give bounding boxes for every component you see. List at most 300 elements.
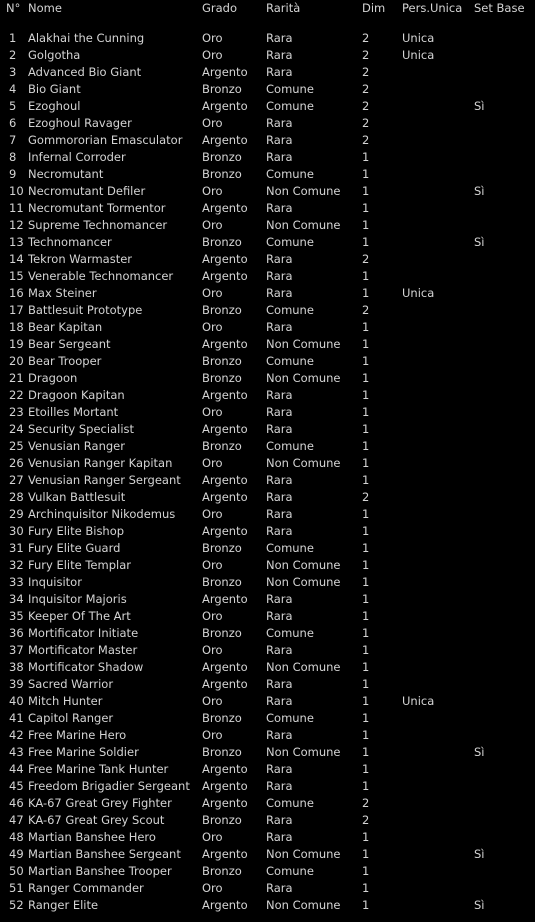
cell-num: 35 [9, 609, 24, 623]
cell-rarita: Rara [266, 762, 293, 776]
cell-rarita: Rara [266, 473, 293, 487]
cell-num: 18 [9, 320, 24, 334]
cell-dim: 1 [362, 371, 370, 385]
cell-grado: Bronzo [202, 150, 242, 164]
cell-rarita: Rara [266, 813, 293, 827]
cell-dim: 1 [362, 898, 370, 912]
cell-rarita: Rara [266, 490, 293, 504]
cell-set-base [474, 829, 535, 846]
cell-rarita: Rara [266, 779, 293, 793]
cell-set-base [474, 574, 535, 591]
cell-grado: Argento [202, 779, 248, 793]
cell-nome: Venerable Technomancer [28, 269, 174, 283]
cell-pers-unica [402, 574, 474, 591]
cell-pers-unica [402, 217, 474, 234]
cell-grado: Argento [202, 898, 248, 912]
cell-nome: Free Marine Hero [28, 728, 127, 742]
cell-num: 3 [9, 65, 17, 79]
cell-nome: Dragoon Kapitan [28, 388, 125, 402]
cell-nome: Keeper Of The Art [28, 609, 131, 623]
table-row [0, 727, 535, 744]
cell-rarita: Comune [266, 711, 314, 725]
cell-pers-unica: Unica [402, 286, 435, 300]
cell-dim: 2 [362, 99, 370, 113]
cell-set-base [474, 319, 535, 336]
cell-grado: Oro [202, 643, 223, 657]
cell-set-base: Sì [474, 235, 485, 249]
cell-num: 40 [9, 694, 24, 708]
cell-nome: Mitch Hunter [28, 694, 103, 708]
cell-grado: Argento [202, 796, 248, 810]
cell-pers-unica [402, 302, 474, 319]
cell-num: 23 [9, 405, 24, 419]
cell-grado: Bronzo [202, 235, 242, 249]
cell-dim: 1 [362, 150, 370, 164]
cell-nome: Sacred Warrior [28, 677, 114, 691]
cell-pers-unica [402, 625, 474, 642]
cell-pers-unica [402, 132, 474, 149]
cell-pers-unica [402, 370, 474, 387]
cell-dim: 1 [362, 507, 370, 521]
cell-rarita: Comune [266, 82, 314, 96]
cell-rarita: Comune [266, 235, 314, 249]
table-row [0, 319, 535, 336]
table-row [0, 353, 535, 370]
cell-dim: 2 [362, 82, 370, 96]
cell-dim: 2 [362, 31, 370, 45]
cell-set-base [474, 540, 535, 557]
cell-rarita: Non Comune [266, 337, 341, 351]
cell-grado: Bronzo [202, 371, 242, 385]
cell-pers-unica [402, 744, 474, 761]
cell-dim: 2 [362, 252, 370, 266]
cell-nome: Dragoon [28, 371, 78, 385]
cell-grado: Oro [202, 31, 223, 45]
cell-num: 38 [9, 660, 24, 674]
cell-grado: Argento [202, 422, 248, 436]
cell-num: 7 [9, 133, 17, 147]
cell-nome: Advanced Bio Giant [28, 65, 142, 79]
cell-rarita: Rara [266, 405, 293, 419]
table-row [0, 268, 535, 285]
cell-dim: 1 [362, 745, 370, 759]
cell-dim: 1 [362, 405, 370, 419]
cell-pers-unica [402, 540, 474, 557]
header-pers-unica: Pers.Unica [402, 1, 463, 15]
cell-num: 24 [9, 422, 24, 436]
table-row [0, 30, 535, 47]
cell-dim: 2 [362, 48, 370, 62]
cell-set-base [474, 880, 535, 897]
table-row [0, 98, 535, 115]
cell-grado: Bronzo [202, 745, 242, 759]
cell-grado: Argento [202, 762, 248, 776]
cell-pers-unica [402, 676, 474, 693]
cell-dim: 1 [362, 337, 370, 351]
table-row [0, 625, 535, 642]
cell-rarita: Non Comune [266, 371, 341, 385]
cell-rarita: Non Comune [266, 898, 341, 912]
cell-nome: KA-67 Great Grey Scout [28, 813, 165, 827]
cell-nome: Mortificator Initiate [28, 626, 139, 640]
cell-dim: 1 [362, 609, 370, 623]
table-row [0, 829, 535, 846]
cell-pers-unica [402, 98, 474, 115]
cell-pers-unica [402, 795, 474, 812]
cell-pers-unica [402, 387, 474, 404]
cell-rarita: Rara [266, 269, 293, 283]
cell-grado: Oro [202, 507, 223, 521]
cell-dim: 1 [362, 320, 370, 334]
cell-set-base [474, 404, 535, 421]
cell-set-base [474, 81, 535, 98]
cell-set-base [474, 268, 535, 285]
cell-set-base [474, 761, 535, 778]
table-row [0, 200, 535, 217]
cell-dim: 1 [362, 694, 370, 708]
table-row [0, 795, 535, 812]
cell-set-base [474, 438, 535, 455]
cell-dim: 1 [362, 864, 370, 878]
cell-dim: 1 [362, 167, 370, 181]
cell-grado: Oro [202, 694, 223, 708]
table-row [0, 149, 535, 166]
cell-dim: 1 [362, 218, 370, 232]
cell-set-base [474, 302, 535, 319]
cell-pers-unica [402, 608, 474, 625]
cell-num: 31 [9, 541, 24, 555]
table-row [0, 387, 535, 404]
cell-nome: Venusian Ranger Sergeant [28, 473, 181, 487]
cell-pers-unica [402, 183, 474, 200]
cell-nome: Bio Giant [28, 82, 81, 96]
cell-dim: 1 [362, 643, 370, 657]
cell-set-base [474, 370, 535, 387]
cell-set-base [474, 30, 535, 47]
table-row [0, 863, 535, 880]
cell-dim: 1 [362, 422, 370, 436]
cell-rarita: Rara [266, 65, 293, 79]
cell-dim: 1 [362, 779, 370, 793]
cell-dim: 1 [362, 541, 370, 555]
cell-set-base [474, 693, 535, 710]
cell-set-base [474, 778, 535, 795]
cell-nome: Archinquisitor Nikodemus [28, 507, 176, 521]
cell-dim: 2 [362, 303, 370, 317]
cell-set-base [474, 863, 535, 880]
cell-set-base [474, 115, 535, 132]
cell-nome: Venusian Ranger Kapitan [28, 456, 173, 470]
cell-grado: Argento [202, 65, 248, 79]
cell-set-base [474, 353, 535, 370]
cell-grado: Oro [202, 320, 223, 334]
cell-set-base [474, 64, 535, 81]
cell-num: 26 [9, 456, 24, 470]
cell-set-base [474, 387, 535, 404]
cell-rarita: Non Comune [266, 745, 341, 759]
cell-rarita: Rara [266, 694, 293, 708]
cell-set-base [474, 710, 535, 727]
cell-grado: Argento [202, 490, 248, 504]
cell-rarita: Comune [266, 354, 314, 368]
cell-dim: 2 [362, 116, 370, 130]
table-row [0, 132, 535, 149]
cell-num: 45 [9, 779, 24, 793]
cell-dim: 1 [362, 711, 370, 725]
cell-grado: Argento [202, 660, 248, 674]
cell-pers-unica [402, 591, 474, 608]
cell-rarita: Comune [266, 303, 314, 317]
cell-nome: Security Specialist [28, 422, 135, 436]
cell-grado: Argento [202, 337, 248, 351]
cell-dim: 1 [362, 728, 370, 742]
cell-pers-unica [402, 319, 474, 336]
cell-grado: Bronzo [202, 439, 242, 453]
cell-set-base [474, 676, 535, 693]
cell-set-base [474, 795, 535, 812]
cell-grado: Oro [202, 184, 223, 198]
table-body [0, 17, 535, 914]
cell-grado: Bronzo [202, 711, 242, 725]
cell-rarita: Rara [266, 31, 293, 45]
cell-nome: Ezoghoul [28, 99, 81, 113]
cell-num: 49 [9, 847, 24, 861]
cell-grado: Bronzo [202, 626, 242, 640]
cell-num: 13 [9, 235, 24, 249]
cell-dim: 1 [362, 660, 370, 674]
cell-pers-unica [402, 438, 474, 455]
cell-nome: Free Marine Soldier [28, 745, 139, 759]
cell-pers-unica [402, 659, 474, 676]
cell-pers-unica: Unica [402, 48, 435, 62]
cell-grado: Bronzo [202, 167, 242, 181]
cell-set-base: Sì [474, 898, 485, 912]
table-row [0, 710, 535, 727]
cell-num: 21 [9, 371, 24, 385]
cell-rarita: Rara [266, 116, 293, 130]
cell-dim: 1 [362, 473, 370, 487]
cell-grado: Bronzo [202, 82, 242, 96]
cell-dim: 2 [362, 65, 370, 79]
cell-dim: 1 [362, 269, 370, 283]
cell-grado: Bronzo [202, 541, 242, 555]
cell-num: 34 [9, 592, 24, 606]
cell-dim: 1 [362, 558, 370, 572]
cell-rarita: Rara [266, 592, 293, 606]
cell-nome: Max Steiner [28, 286, 97, 300]
cell-rarita: Rara [266, 643, 293, 657]
table-row [0, 659, 535, 676]
cell-pers-unica: Unica [402, 694, 435, 708]
cell-set-base [474, 217, 535, 234]
cell-pers-unica [402, 523, 474, 540]
cell-pers-unica [402, 897, 474, 914]
cell-pers-unica [402, 557, 474, 574]
header-nome: Nome [28, 1, 62, 15]
cell-dim: 1 [362, 592, 370, 606]
cell-rarita: Comune [266, 864, 314, 878]
cell-nome: Infernal Corroder [28, 150, 126, 164]
cell-num: 51 [9, 881, 24, 895]
cell-nome: Technomancer [28, 235, 112, 249]
cell-num: 2 [9, 48, 17, 62]
table-row [0, 676, 535, 693]
cell-num: 11 [9, 201, 24, 215]
cell-pers-unica [402, 727, 474, 744]
cell-dim: 1 [362, 354, 370, 368]
cell-num: 42 [9, 728, 24, 742]
cell-num: 41 [9, 711, 24, 725]
table-row [0, 438, 535, 455]
table-row [0, 591, 535, 608]
cell-pers-unica [402, 404, 474, 421]
table-row [0, 370, 535, 387]
cell-grado: Oro [202, 116, 223, 130]
cell-num: 19 [9, 337, 24, 351]
cell-dim: 1 [362, 626, 370, 640]
cell-set-base [474, 642, 535, 659]
cell-nome: Martian Banshee Sergeant [28, 847, 181, 861]
cell-dim: 1 [362, 575, 370, 589]
cell-set-base [474, 166, 535, 183]
cell-grado: Argento [202, 201, 248, 215]
cell-nome: Bear Kapitan [28, 320, 103, 334]
cell-dim: 1 [362, 201, 370, 215]
table-row [0, 183, 535, 200]
table-row [0, 744, 535, 761]
table-row [0, 506, 535, 523]
cell-rarita: Non Comune [266, 575, 341, 589]
cell-set-base [474, 659, 535, 676]
cell-rarita: Rara [266, 609, 293, 623]
cell-set-base [474, 455, 535, 472]
cell-nome: Bear Trooper [28, 354, 102, 368]
cell-num: 30 [9, 524, 24, 538]
cell-nome: Fury Elite Templar [28, 558, 131, 572]
cell-dim: 1 [362, 184, 370, 198]
table-row [0, 693, 535, 710]
cell-nome: Alakhai the Cunning [28, 31, 145, 45]
cell-nome: KA-67 Great Grey Fighter [28, 796, 172, 810]
cell-pers-unica [402, 642, 474, 659]
table-row [0, 234, 535, 251]
cell-rarita: Rara [266, 320, 293, 334]
cell-grado: Oro [202, 830, 223, 844]
cell-rarita: Rara [266, 422, 293, 436]
table-row [0, 404, 535, 421]
cell-nome: Necromutant [28, 167, 104, 181]
cell-set-base [474, 472, 535, 489]
cell-dim: 1 [362, 847, 370, 861]
cell-set-base: Sì [474, 184, 485, 198]
cell-pers-unica [402, 149, 474, 166]
cell-rarita: Rara [266, 133, 293, 147]
cell-num: 9 [9, 167, 17, 181]
cell-pers-unica [402, 846, 474, 863]
cell-nome: Bear Sergeant [28, 337, 111, 351]
cell-dim: 1 [362, 388, 370, 402]
cell-set-base [474, 421, 535, 438]
cell-dim: 2 [362, 796, 370, 810]
cell-num: 6 [9, 116, 17, 130]
cell-pers-unica [402, 421, 474, 438]
table-row [0, 540, 535, 557]
cell-rarita: Rara [266, 286, 293, 300]
cell-grado: Argento [202, 677, 248, 691]
spacer-row [0, 17, 535, 30]
cell-set-base [474, 812, 535, 829]
cell-pers-unica [402, 115, 474, 132]
cell-grado: Oro [202, 405, 223, 419]
cell-pers-unica [402, 829, 474, 846]
cell-set-base [474, 285, 535, 302]
header-num: N° [6, 1, 21, 15]
cell-grado: Argento [202, 388, 248, 402]
cell-num: 15 [9, 269, 24, 283]
cell-dim: 1 [362, 830, 370, 844]
cell-num: 36 [9, 626, 24, 640]
header-set-base: Set Base [474, 1, 525, 15]
cell-set-base [474, 727, 535, 744]
cell-dim: 1 [362, 524, 370, 538]
cell-set-base [474, 47, 535, 64]
cell-num: 20 [9, 354, 24, 368]
cell-set-base: Sì [474, 745, 485, 759]
table-row [0, 455, 535, 472]
cell-grado: Oro [202, 609, 223, 623]
cell-dim: 1 [362, 286, 370, 300]
cell-rarita: Rara [266, 388, 293, 402]
cell-num: 39 [9, 677, 24, 691]
cell-num: 27 [9, 473, 24, 487]
cell-pers-unica [402, 472, 474, 489]
cell-nome: Etoilles Mortant [28, 405, 119, 419]
table-row [0, 47, 535, 64]
cell-rarita: Comune [266, 167, 314, 181]
cell-num: 5 [9, 99, 17, 113]
cell-nome: Free Marine Tank Hunter [28, 762, 169, 776]
cell-num: 22 [9, 388, 24, 402]
cell-num: 25 [9, 439, 24, 453]
cell-grado: Bronzo [202, 575, 242, 589]
table-row [0, 761, 535, 778]
cell-rarita: Non Comune [266, 847, 341, 861]
cell-nome: Capitol Ranger [28, 711, 114, 725]
cell-num: 47 [9, 813, 24, 827]
cell-num: 52 [9, 898, 24, 912]
cell-rarita: Rara [266, 830, 293, 844]
cell-num: 17 [9, 303, 24, 317]
cell-grado: Bronzo [202, 354, 242, 368]
cell-num: 37 [9, 643, 24, 657]
cell-grado: Bronzo [202, 303, 242, 317]
cell-pers-unica [402, 710, 474, 727]
cell-set-base [474, 557, 535, 574]
table-row [0, 421, 535, 438]
cell-num: 14 [9, 252, 24, 266]
cell-rarita: Rara [266, 728, 293, 742]
cell-grado: Oro [202, 728, 223, 742]
cell-nome: Fury Elite Bishop [28, 524, 125, 538]
cell-set-base [474, 591, 535, 608]
cell-rarita: Non Comune [266, 660, 341, 674]
cell-grado: Oro [202, 286, 223, 300]
cell-rarita: Comune [266, 796, 314, 810]
cell-nome: Vulkan Battlesuit [28, 490, 126, 504]
cell-nome: Necromutant Defiler [28, 184, 146, 198]
cell-pers-unica [402, 336, 474, 353]
cell-nome: Ranger Commander [28, 881, 144, 895]
